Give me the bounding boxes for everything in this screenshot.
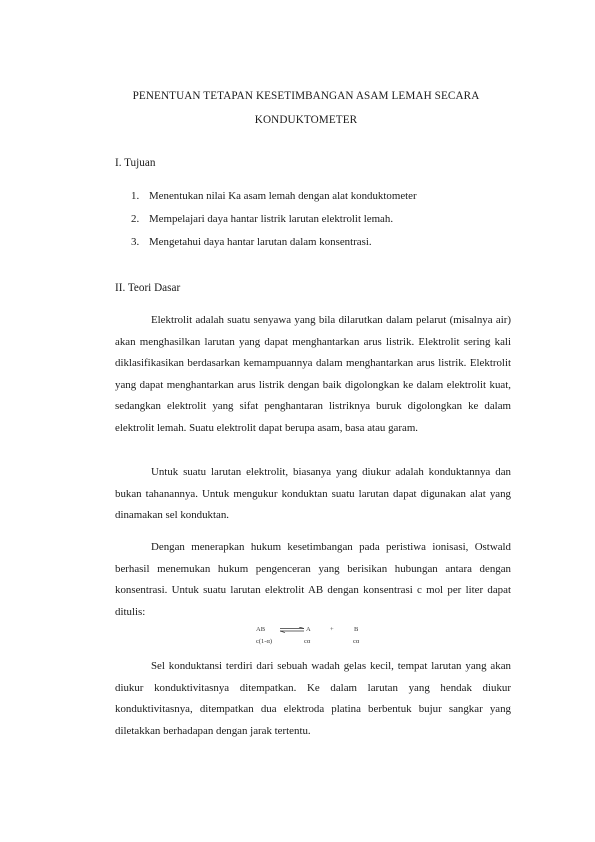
eq-product-a-conc: cα (304, 638, 311, 645)
list-item: 1. Menentukan nilai Ka asam lemah dengan alat konduktometer (131, 190, 417, 202)
document-title (100, 84, 512, 132)
ionization-equation (240, 624, 380, 650)
paragraph-1: Elektrolit adalah suatu senyawa yang bila dilarutkan dalam pelarut (misalnya air) akan menghasilkan larutan yang dapat menghantarkan arus listrik. Elektrolit sering kali diklasifikasikan berdasarkan kemampuannya dalam menghantarkan arus listrik. Elektrolit yang dapat menghantarkan arus listrik dengan baik digolongkan ke dalam elektrolit kuat, sedangkan elektrolit yang sifat penghantaran listriknya buruk digolongkan ke dalam elektrolit lemah. Suatu elektrolit dapat berupa asam, basa atau garam. (115, 314, 511, 434)
paragraph-3: Dengan menerapkan hukum kesetimbangan pada peristiwa ionisasi, Ostwald berhasil menemukan hukum pengenceran yang berisikan hubungan antara dengan konsentrasi. Untuk suatu larutan elektrolit AB dengan konsentrasi c mol per liter dapat ditulis: (115, 541, 511, 618)
title-line-1: PENENTUAN TETAPAN KESETIMBANGAN ASAM LEMAH SECARA (132, 90, 480, 102)
paragraph-4: Sel konduktansi terdiri dari sebuah wadah gelas kecil, tempat larutan yang akan diukur konduktivitasnya ditempatkan. Ke dalam larutan yang hendak diukur konduktivitasnya, ditempatkan dua elektroda platina berbentuk bujur sangkar yang diletakkan berhadapan dengan jarak tertentu. (115, 660, 511, 737)
section-heading-tujuan: I. Tujuan (115, 157, 156, 169)
eq-product-b: B (354, 626, 359, 633)
objectives-list (131, 185, 531, 254)
list-item: 3. Mengetahui daya hantar larutan dalam konsentrasi. (131, 236, 372, 248)
eq-plus: + (330, 626, 334, 633)
title-line-2: KONDUKTOMETER (254, 114, 358, 126)
section-heading-teori-dasar: II. Teori Dasar (115, 282, 181, 294)
eq-reactant-conc: c(1-α) (256, 638, 273, 645)
eq-product-a: A (306, 626, 311, 633)
eq-product-b-conc: cα (353, 638, 360, 645)
list-item: 2. Mempelajari daya hantar listrik larutan elektrolit lemah. (131, 213, 394, 225)
eq-reactant: AB (256, 626, 266, 633)
paragraph-2: Untuk suatu larutan elektrolit, biasanya yang diukur adalah konduktannya dan bukan tahanannya. Untuk mengukur konduktan suatu larutan dapat digunakan alat yang dinamakan sel konduktan. (115, 466, 511, 521)
equilibrium-arrow-icon (280, 627, 304, 633)
